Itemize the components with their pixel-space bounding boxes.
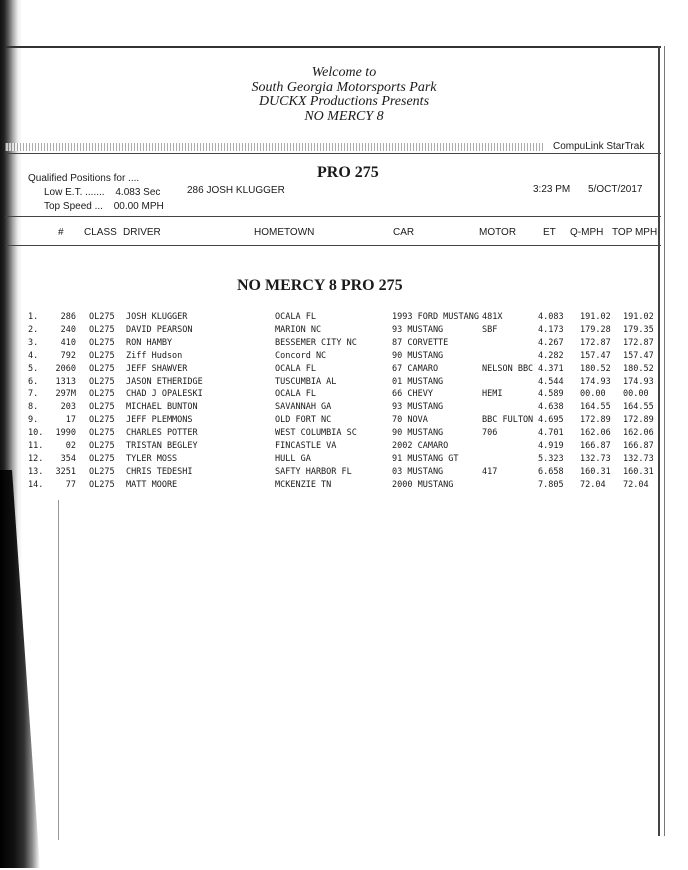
col-et: ET [543, 227, 556, 238]
row-et: 7.805 [538, 479, 564, 490]
row-motor: 706 [482, 428, 498, 439]
row-car: 93 MUSTANG [392, 402, 444, 413]
summary-divider [5, 216, 661, 217]
table-row [0, 414, 688, 427]
row-et: 6.658 [538, 466, 564, 477]
row-driver: DAVID PEARSON [126, 324, 193, 335]
row-car-number: 410 [60, 337, 76, 348]
row-hometown: OLD FORT NC [275, 415, 332, 426]
row-car: 1993 FORD MUSTANG [392, 312, 479, 322]
row-qmph: 160.31 [580, 466, 611, 477]
col-car: CAR [393, 227, 415, 238]
col-class: CLASS [84, 227, 117, 238]
table-row [0, 337, 688, 350]
row-qmph: 172.87 [580, 337, 611, 348]
row-et: 4.695 [538, 415, 564, 426]
row-qmph: 00.00 [580, 389, 606, 400]
print-time: 3:23 PM [533, 184, 571, 195]
table-row [0, 324, 688, 337]
row-qmph: 132.73 [580, 453, 611, 464]
row-driver: MATT MOORE [126, 479, 178, 490]
row-position: 1. [28, 312, 39, 322]
row-position: 14. [28, 479, 44, 490]
row-car-number: 17 [65, 415, 76, 426]
row-position: 6. [28, 376, 39, 387]
table-row [0, 440, 688, 453]
row-position: 9. [28, 415, 39, 426]
row-hometown: WEST COLUMBIA SC [275, 428, 357, 439]
row-top-mph: 00.00 [623, 389, 649, 400]
col-num: # [58, 227, 64, 238]
row-car-number: 77 [65, 479, 76, 490]
row-qmph: 191.02 [580, 312, 611, 322]
row-class: OL275 [89, 466, 115, 477]
row-top-mph: 132.73 [623, 453, 654, 464]
row-car-number: 286 [60, 312, 76, 322]
top-speed-line [28, 200, 164, 214]
row-car: 03 MUSTANG [392, 466, 444, 477]
row-class: OL275 [89, 312, 115, 322]
row-hometown: MARION NC [275, 324, 322, 335]
row-class: OL275 [89, 415, 115, 426]
welcome-header [0, 66, 688, 124]
row-car: 93 MUSTANG [392, 324, 444, 335]
row-qmph: 180.52 [580, 363, 611, 374]
col-qmph: Q-MPH [570, 227, 604, 238]
table-row [0, 479, 688, 492]
row-et: 4.589 [538, 389, 564, 400]
row-car: 66 CHEVY [392, 389, 433, 400]
row-top-mph: 174.93 [623, 376, 654, 387]
row-car: 87 CORVETTE [392, 337, 449, 348]
row-car: 90 MUSTANG [392, 350, 444, 361]
row-class: OL275 [89, 453, 115, 464]
row-position: 5. [28, 363, 39, 374]
row-hometown: HULL GA [275, 453, 311, 464]
row-et: 4.083 [538, 312, 564, 322]
qualified-label: Qualified Positions for .... [28, 173, 140, 184]
row-top-mph: 72.04 [623, 479, 649, 490]
row-driver: CHAD J OPALESKI [126, 389, 203, 400]
row-driver: TYLER MOSS [126, 453, 178, 464]
brand-label: CompuLink StarTrak [553, 141, 645, 152]
row-position: 10. [28, 428, 44, 439]
row-qmph: 72.04 [580, 479, 606, 490]
row-et: 5.323 [538, 453, 564, 464]
top-speed-label: Top Speed ... [44, 201, 103, 212]
row-et: 4.282 [538, 350, 564, 361]
table-row [0, 466, 688, 479]
welcome-line: Welcome to [311, 65, 377, 80]
row-top-mph: 180.52 [623, 363, 654, 374]
row-driver: JEFF PLEMMONS [126, 415, 193, 426]
row-car-number: 1990 [55, 428, 76, 439]
row-hometown: Concord NC [275, 350, 327, 361]
row-driver: CHRIS TEDESHI [126, 466, 193, 477]
table-row [0, 388, 688, 401]
row-car-number: 203 [60, 402, 76, 413]
row-motor: 481X [482, 312, 503, 322]
row-class: OL275 [89, 479, 115, 490]
row-et: 4.544 [538, 376, 564, 387]
low-et-label: Low E.T. ....... [44, 187, 105, 198]
row-motor: HEMI [482, 389, 503, 400]
row-hometown: SAFTY HARBOR FL [275, 466, 352, 477]
col-topmph: TOP MPH [612, 227, 658, 238]
row-class: OL275 [89, 402, 115, 413]
row-class: OL275 [89, 324, 115, 335]
row-qmph: 162.06 [580, 428, 611, 439]
row-top-mph: 166.87 [623, 441, 654, 451]
col-hometown: HOMETOWN [254, 227, 315, 238]
table-row [0, 350, 688, 363]
table-row [0, 363, 688, 376]
row-position: 8. [28, 402, 39, 413]
qualifying-summary [28, 172, 164, 214]
row-class: OL275 [89, 428, 115, 439]
row-top-mph: 160.31 [623, 466, 654, 477]
row-driver: MICHAEL BUNTON [126, 402, 198, 413]
col-motor: MOTOR [479, 227, 517, 238]
row-top-mph: 157.47 [623, 350, 654, 361]
row-class: OL275 [89, 376, 115, 387]
row-et: 4.173 [538, 324, 564, 335]
row-position: 7. [28, 389, 39, 400]
table-row [0, 427, 688, 440]
print-date: 5/OCT/2017 [588, 184, 643, 195]
row-car-number: 354 [60, 453, 76, 464]
row-car: 2000 MUSTANG [392, 479, 454, 490]
row-qmph: 174.93 [580, 376, 611, 387]
row-qmph: 172.89 [580, 415, 611, 426]
row-hometown: BESSEMER CITY NC [275, 337, 357, 348]
row-car-number: 02 [65, 441, 76, 451]
row-class: OL275 [89, 363, 115, 374]
track-name: South Georgia Motorsports Park [251, 79, 437, 95]
row-et: 4.267 [538, 337, 564, 348]
row-position: 12. [28, 453, 44, 464]
row-car: 01 MUSTANG [392, 376, 444, 387]
row-car-number: 297M [55, 389, 76, 400]
row-position: 4. [28, 350, 39, 361]
row-et: 4.371 [538, 363, 564, 374]
row-top-mph: 162.06 [623, 428, 654, 439]
low-et-driver: 286 JOSH KLUGGER [187, 185, 285, 196]
row-position: 3. [28, 337, 39, 348]
top-speed-value: 00.00 MPH [113, 201, 164, 212]
table-row [0, 401, 688, 414]
row-qmph: 166.87 [580, 441, 611, 451]
row-car: 91 MUSTANG GT [392, 453, 459, 464]
row-et: 4.701 [538, 428, 564, 439]
presenter-line: DUCKX Productions Presents [258, 94, 430, 109]
row-motor: SBF [482, 324, 498, 335]
row-class: OL275 [89, 350, 115, 361]
section-title: NO MERCY 8 PRO 275 [237, 277, 403, 294]
row-motor: BBC FULTON [482, 415, 534, 426]
row-hometown: TUSCUMBIA AL [275, 376, 337, 387]
dotted-separator [5, 143, 545, 151]
row-car-number: 240 [60, 324, 76, 335]
row-car-number: 1313 [55, 376, 76, 387]
row-position: 11. [28, 441, 44, 451]
table-row [0, 453, 688, 466]
row-car-number: 2060 [55, 363, 76, 374]
col-driver: DRIVER [123, 227, 161, 238]
column-divider [5, 245, 661, 246]
row-hometown: OCALA FL [275, 389, 316, 400]
row-driver: RON HAMBY [126, 337, 173, 348]
row-top-mph: 164.55 [623, 402, 654, 413]
row-hometown: OCALA FL [275, 312, 316, 322]
row-et: 4.919 [538, 441, 564, 451]
row-hometown: OCALA FL [275, 363, 316, 374]
row-driver: Ziff Hudson [126, 350, 183, 361]
row-qmph: 179.28 [580, 324, 611, 335]
row-car: 70 NOVA [392, 415, 428, 426]
row-car-number: 792 [60, 350, 76, 361]
table-row [0, 311, 688, 324]
row-hometown: SAVANNAH GA [275, 402, 332, 413]
row-motor: NELSON BBC [482, 363, 534, 374]
row-driver: JOSH KLUGGER [126, 312, 188, 322]
row-top-mph: 179.35 [623, 324, 654, 335]
row-hometown: MCKENZIE TN [275, 479, 332, 490]
row-class: OL275 [89, 389, 115, 400]
row-driver: JEFF SHAWVER [126, 363, 188, 374]
header-divider [5, 153, 661, 154]
row-et: 4.638 [538, 402, 564, 413]
row-qmph: 157.47 [580, 350, 611, 361]
class-title: PRO 275 [317, 164, 379, 181]
row-car: 67 CAMARO [392, 363, 439, 374]
row-car: 2002 CAMARO [392, 441, 449, 451]
row-top-mph: 172.87 [623, 337, 654, 348]
row-hometown: FINCASTLE VA [275, 441, 337, 451]
row-driver: JASON ETHERIDGE [126, 376, 203, 387]
row-qmph: 164.55 [580, 402, 611, 413]
row-motor: 417 [482, 466, 498, 477]
row-car-number: 3251 [55, 466, 76, 477]
left-border [58, 500, 59, 840]
row-top-mph: 172.89 [623, 415, 654, 426]
row-position: 13. [28, 466, 44, 477]
event-name: NO MERCY 8 [304, 108, 384, 124]
row-car: 90 MUSTANG [392, 428, 444, 439]
row-class: OL275 [89, 441, 115, 451]
low-et-line [28, 186, 164, 200]
row-driver: TRISTAN BEGLEY [126, 441, 198, 451]
row-position: 2. [28, 324, 39, 335]
low-et-value: 4.083 Sec [115, 187, 161, 198]
table-row [0, 376, 688, 389]
row-driver: CHARLES POTTER [126, 428, 198, 439]
row-class: OL275 [89, 337, 115, 348]
row-top-mph: 191.02 [623, 312, 654, 322]
